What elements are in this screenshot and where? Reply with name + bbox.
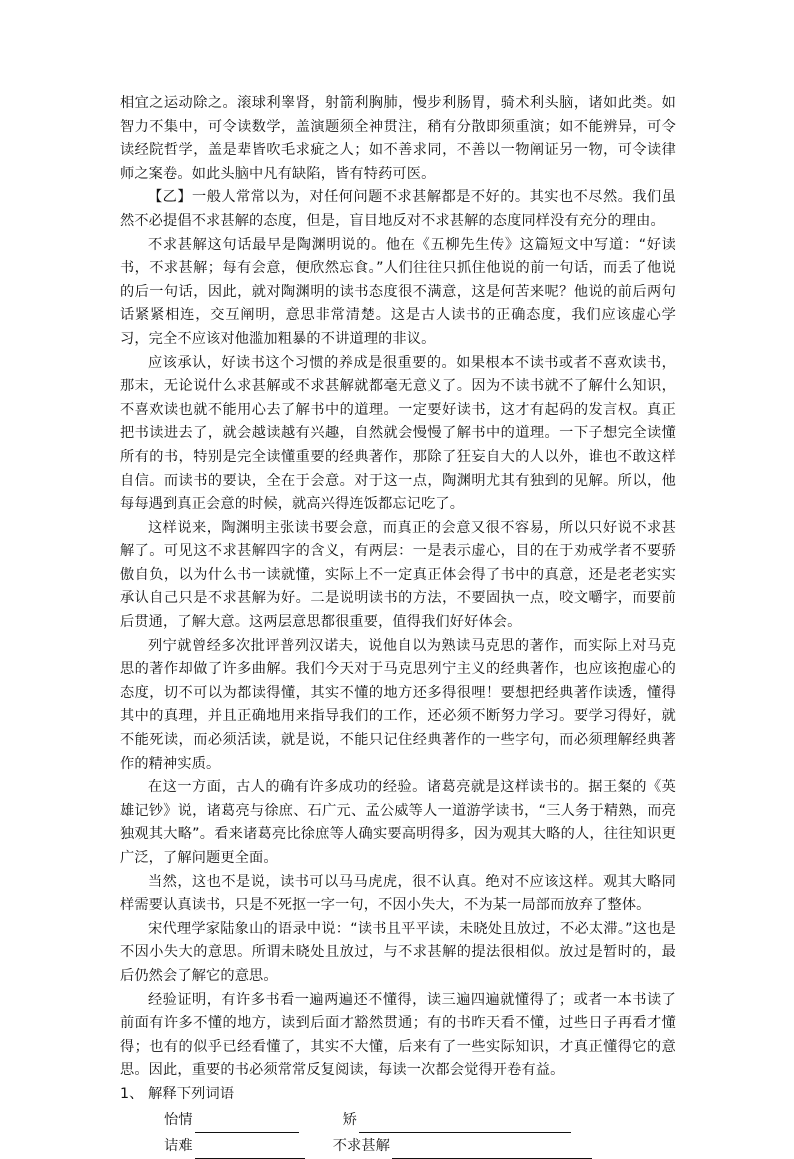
answer-blank[interactable]	[392, 1140, 592, 1159]
paragraph-5: 这样说来，陶渊明主张读书要会意，而真正的会意又很不容易，所以只好说不求甚解了。可见这不求甚解四字的含义，有两层：一是表示虚心，目的在于劝戒学者不要骄傲自负，以为什么书一读就懂，实际上不一定真正体会得了书中的真意，还是老老实实承认自己只是不求甚解为好。二是说明读书的方法，不要固执一点，咬文嚼字，而要前后贯通，了解大意。这两层意思都很重要，值得我们好好体会。	[120, 519, 676, 631]
term-label: 怡情	[164, 1111, 193, 1128]
paragraph-8: 当然，这也不是说，读书可以马马虎虎，很不认真。绝对不应该这样。观其大略同样需要认真读书，只是不死抠一字一句，不因小失大，不为某一局部而放弃了整体。	[120, 873, 676, 914]
answer-blank[interactable]	[195, 1114, 299, 1133]
paragraph-9: 宋代理学家陆象山的语录中说：“读书且平平读，未晓处且放过，不必太滞。”这也是不因小失大的意思。所谓未晓处且放过，与不求甚解的提法很相似。放过是暂时的，最后仍然会了解它的意思。	[120, 920, 676, 984]
paragraph-2: 【乙】一般人常常以为，对任何问题不求甚解都是不好的。其实也不尽然。我们虽然不必提倡不求甚解的态度，但是，盲目地反对不求甚解的态度同样没有充分的理由。	[120, 189, 676, 229]
answer-blank[interactable]	[195, 1140, 305, 1159]
answer-blank[interactable]	[359, 1114, 571, 1133]
paragraph-7: 在这一方面，古人的确有许多成功的经验。诸葛亮就是这样读书的。据王粲的《英雄记钞》说，诸葛亮与徐庶、石广元、孟公威等人一道游学读书，“三人务于精熟，而亮独观其大略”。看来诸葛亮比徐庶等人确实要高明得多，因为观其大略的人，往往知识更广泛，了解问题更全面。	[120, 779, 676, 866]
document-body	[120, 92, 676, 1159]
fill-item-term1	[164, 1135, 305, 1159]
term-label: 矫	[342, 1111, 358, 1128]
fill-item-term2	[343, 1109, 571, 1133]
paragraph-4: 应该承认，好读书这个习惯的养成是很重要的。如果根本不读书或者不喜欢读书，那末，无论说什么求甚解或不求甚解就都毫无意义了。因为不读书就不了解什么知识，不喜欢读也就不能用心去了解书中的道理。一定要好读书，这才有起码的发言权。真正把书读进去了，就会越读越有兴趣，自然就会慢慢了解书中的道理。一下子想完全读懂所有的书，特别是完全读懂重要的经典著作，那除了狂妄自大的人以外，谁也不敢这样自信。而读书的要诀，全在于会意。对于这一点，陶渊明尤其有独到的见解。所以，他每每遇到真正会意的时候，就高兴得连饭都忘记吃了。	[120, 354, 676, 513]
term-label: 诘难	[164, 1137, 193, 1154]
paragraph-6: 列宁就曾经多次批评普列汉诺夫，说他自以为熟读马克思的著作，而实际上对马克思的著作却做了许多曲解。我们今天对于马克思列宁主义的经典著作，也应该抱虚心的态度，切不可以为都读得懂，其实不懂的地方还多得很哩！要想把经典著作读透，懂得其中的真理，并且正确地用来指导我们的工作，还必须不断努力学习。要学习得好，就不能死读，而必须活读，就是说，不能只记住经典著作的一些字句，而必须理解经典著作的精神实质。	[120, 637, 676, 772]
fill-row-2	[120, 1135, 676, 1159]
vocabulary-question	[120, 1083, 676, 1159]
fill-row-1	[120, 1109, 676, 1133]
fill-item-term1	[164, 1109, 299, 1133]
paragraph-1: 相宜之运动除之。滚球利睾肾，射箭利胸肺，慢步利肠胃，骑术利头脑，诸如此类。如智力不集中，可令读数学，盖演题须全神贯注，稍有分散即须重演；如不能辨异，可令读经院哲学，盖是辈皆吹毛求疵之人；如不善求同，不善以一物阐证另一物，可令读律师之案卷。如此头脑中凡有缺陷，皆有特药可医。	[120, 95, 676, 182]
paragraph-10: 经验证明，有许多书看一遍两遍还不懂得，读三遍四遍就懂得了；或者一本书读了前面有许多不懂的地方，读到后面才豁然贯通；有的书昨天看不懂，过些日子再看才懂得；也有的似乎已经看懂了，其实不大懂，后来有了一些实际知识，才真正懂得它的意思。因此，重要的书必须常常反复阅读，每读一次都会觉得开卷有益。	[120, 991, 676, 1079]
fill-item-term2	[333, 1135, 592, 1159]
term-label: 不求甚解	[332, 1137, 391, 1154]
question-title: 1、 解释下列词语	[120, 1085, 235, 1102]
paragraph-3: 不求甚解这句话最早是陶渊明说的。他在《五柳先生传》这篇短文中写道：“好读书，不求甚解；每有会意，便欣然忘食。”人们往往只抓住他说的前一句话，而丢了他说的后一句话，因此，就对陶渊明的读书态度很不满意，这是何苦来呢？他说的前后两句话紧紧相连，交互阐明，意思非常清楚。这是古人读书的正确态度，我们应该虚心学习，完全不应该对他滥加粗暴的不讲道理的非议。	[120, 236, 676, 347]
